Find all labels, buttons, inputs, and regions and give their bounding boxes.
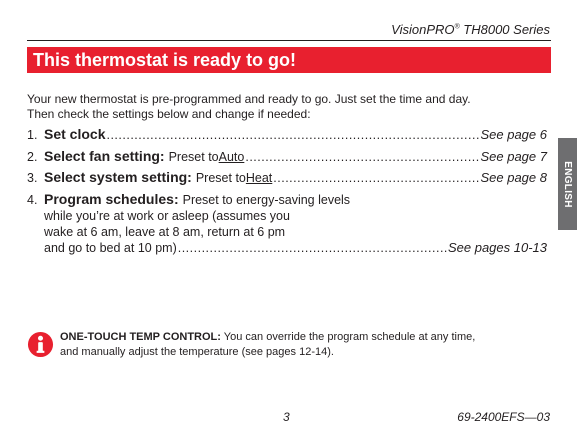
item-number: 4. (27, 193, 38, 207)
item-number: 2. (27, 150, 38, 164)
header-rule (27, 40, 551, 41)
item-detail-line: wake at 6 am, leave at 8 am, return at 6 pm (44, 225, 286, 239)
leader-dots (106, 127, 479, 143)
page-reference: See page 7 (480, 149, 547, 164)
item-number: 1. (27, 128, 38, 142)
page-reference: See page 8 (480, 170, 547, 185)
item-label: Select fan setting: (44, 148, 165, 164)
info-icon (27, 331, 54, 358)
list-item-system-setting (27, 169, 547, 186)
list-item-program-schedules (27, 191, 547, 256)
preset-text: Preset to energy-saving levels (182, 193, 351, 207)
page-title-banner (27, 47, 551, 73)
intro-line-1: Your new thermostat is pre-programmed and ready to go. Just set the time and day. (27, 92, 471, 106)
preset-text: Preset to (195, 171, 246, 185)
preset-value: Heat (245, 171, 273, 185)
item-label: Set clock (44, 126, 106, 142)
page-reference: See pages 10-13 (447, 240, 547, 255)
page-number: 3 (283, 410, 290, 424)
page-reference: See page 6 (480, 127, 547, 142)
item-detail-line: while you’re at work or asleep (assumes you (44, 209, 290, 223)
note-text: You can override the program schedule at any time, (220, 331, 476, 343)
item-label: Program schedules: (44, 191, 179, 207)
one-touch-note (60, 330, 540, 360)
intro-line-2: Then check the settings below and change if needed: (27, 107, 311, 121)
trademark-symbol: ® (454, 23, 460, 31)
note-title: ONE-TOUCH TEMP CONTROL: (60, 331, 221, 343)
note-text-line-2: and manually adjust the temperature (see pages 12-14). (60, 346, 334, 358)
language-tab-label: ENGLISH (562, 160, 573, 208)
document-code: 69-2400EFS—03 (457, 410, 550, 424)
item-label: Select system setting: (44, 169, 192, 185)
intro-paragraph (27, 92, 547, 122)
language-tab (558, 138, 577, 230)
list-item-set-clock (27, 126, 547, 143)
leader-dots (178, 240, 447, 256)
leader-dots (245, 149, 479, 165)
brand-name: VisionPRO (391, 22, 455, 37)
header-series (391, 22, 550, 37)
preset-text: Preset to (168, 150, 219, 164)
page-title: This thermostat is ready to go! (33, 50, 297, 70)
preset-value: Auto (218, 150, 245, 164)
leader-dots (273, 170, 479, 186)
list-item-fan-setting (27, 148, 547, 165)
series-name: TH8000 Series (463, 22, 550, 37)
item-number: 3. (27, 171, 38, 185)
item-detail-line: and go to bed at 10 pm) (44, 241, 177, 255)
